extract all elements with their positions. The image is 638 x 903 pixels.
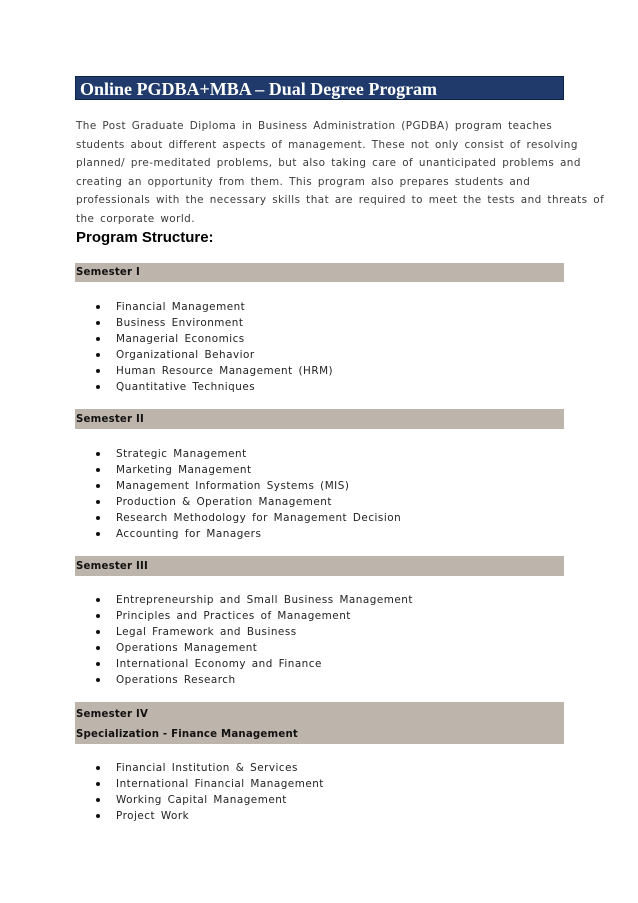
list-item	[96, 808, 324, 824]
list-item	[96, 776, 324, 792]
list-item	[96, 792, 324, 808]
course-name: Operations Management	[116, 642, 258, 654]
semester-label: Semester III	[76, 561, 148, 572]
list-item	[96, 672, 413, 688]
intro-line: professionals with the necessary skills that are required to meet the tests and threats of	[76, 194, 605, 207]
course-list	[96, 592, 413, 688]
list-item	[96, 624, 413, 640]
list-item	[96, 526, 401, 542]
course-name: Management Information Systems (MIS)	[116, 480, 350, 492]
course-name: Quantitative Techniques	[116, 381, 256, 393]
intro-line: students about different aspects of management. These not only consist of resolving	[76, 138, 578, 151]
course-list	[96, 299, 333, 395]
bullet-icon	[96, 782, 100, 786]
course-name: Managerial Economics	[116, 333, 245, 345]
bullet-icon	[96, 321, 100, 325]
bullet-icon	[96, 598, 100, 602]
course-name: Business Environment	[116, 317, 244, 329]
course-name: Organizational Behavior	[116, 349, 255, 361]
intro-paragraph	[76, 117, 605, 229]
list-item	[96, 760, 324, 776]
course-list	[96, 760, 324, 824]
list-item	[96, 299, 333, 315]
bullet-icon	[96, 614, 100, 618]
list-item	[96, 379, 333, 395]
list-item	[96, 331, 333, 347]
bullet-icon	[96, 369, 100, 373]
course-name: Project Work	[116, 810, 190, 822]
list-item	[96, 462, 401, 478]
course-name: Research Methodology for Management Decision	[116, 512, 402, 524]
list-item	[96, 478, 401, 494]
bullet-icon	[96, 385, 100, 389]
list-item	[96, 592, 413, 608]
bullet-icon	[96, 532, 100, 536]
semester-header	[75, 263, 564, 282]
bullet-icon	[96, 516, 100, 520]
bullet-icon	[96, 468, 100, 472]
list-item	[96, 494, 401, 510]
course-name: Legal Framework and Business	[116, 626, 297, 638]
list-item	[96, 446, 401, 462]
bullet-icon	[96, 337, 100, 341]
course-name: Working Capital Management	[116, 794, 287, 806]
bullet-icon	[96, 798, 100, 802]
bullet-icon	[96, 630, 100, 634]
bullet-icon	[96, 305, 100, 309]
bullet-icon	[96, 452, 100, 456]
list-item	[96, 363, 333, 379]
course-name: International Financial Management	[116, 778, 324, 790]
course-name: Financial Management	[116, 301, 246, 313]
course-name: Marketing Management	[116, 464, 252, 476]
specialization-label: Specialization - Finance Management	[76, 729, 298, 740]
intro-line: the corporate world.	[76, 212, 195, 225]
bullet-icon	[96, 646, 100, 650]
list-item	[96, 608, 413, 624]
document-title: Online PGDBA+MBA – Dual Degree Program	[80, 79, 438, 99]
bullet-icon	[96, 500, 100, 504]
bullet-icon	[96, 484, 100, 488]
bullet-icon	[96, 662, 100, 666]
course-name: Operations Research	[116, 674, 236, 686]
intro-line: creating an opportunity from them. This program also prepares students and	[76, 175, 531, 188]
list-item	[96, 347, 333, 363]
list-item	[96, 510, 401, 526]
course-name: Production & Operation Management	[116, 496, 332, 508]
bullet-icon	[96, 678, 100, 682]
course-name: Entrepreneurship and Small Business Management	[116, 594, 413, 606]
list-item	[96, 656, 413, 672]
course-name: Accounting for Managers	[116, 528, 262, 540]
semester-label: Semester IV	[76, 709, 149, 720]
title-banner	[75, 76, 564, 100]
intro-line: planned/ pre-meditated problems, but also taking care of unanticipated problems and	[76, 157, 581, 170]
course-name: Financial Institution & Services	[116, 762, 298, 774]
semester-label: Semester II	[76, 414, 144, 425]
course-name: Strategic Management	[116, 448, 247, 460]
semester-header	[75, 556, 564, 576]
bullet-icon	[96, 814, 100, 818]
semester-header	[75, 409, 564, 429]
course-name: Human Resource Management (HRM)	[116, 365, 334, 377]
list-item	[96, 315, 333, 331]
intro-line: The Post Graduate Diploma in Business Administration (PGDBA) program teaches	[76, 120, 553, 132]
bullet-icon	[96, 766, 100, 770]
program-structure-heading: Program Structure:	[76, 229, 214, 246]
course-name: Principles and Practices of Management	[116, 610, 351, 622]
course-list	[96, 446, 401, 542]
list-item	[96, 640, 413, 656]
course-name: International Economy and Finance	[116, 658, 322, 670]
semester-label: Semester I	[76, 267, 140, 278]
bullet-icon	[96, 353, 100, 357]
semester-header	[75, 702, 564, 744]
